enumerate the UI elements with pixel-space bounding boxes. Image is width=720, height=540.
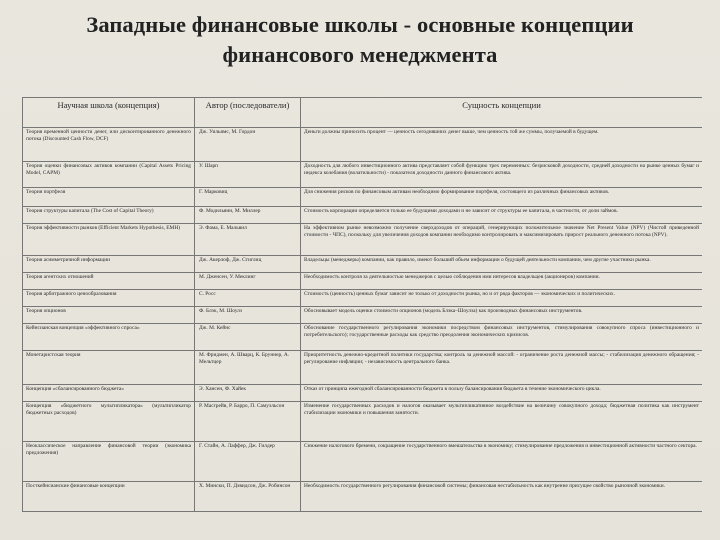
cell-author: Дж. Акерлоф, Дж. Стиглиц <box>195 256 301 273</box>
cell-school: Теория временной ценности денег, или дисконтированного денежного потока (Discounted Cash Flow, DCF) <box>23 128 195 162</box>
cell-author: Дж. М. Кейнс <box>195 324 301 351</box>
cell-author: Ф. Модильяни, М. Миллер <box>195 207 301 224</box>
cell-essence: Изменение государственных расходов и налогов оказывает мультипликативное воздействие на величину совокупного дохода; бюджетная политика как инструмент стабилизации экономики и повышения занятости. <box>301 402 703 442</box>
cell-school: Теория портфеля <box>23 188 195 207</box>
table-row <box>23 290 703 307</box>
cell-author: Дж. Уильямс, М. Гордон <box>195 128 301 162</box>
cell-school: Теория арбитражного ценообразования <box>23 290 195 307</box>
cell-author: Ф. Блэк, М. Шоулз <box>195 307 301 324</box>
concepts-table <box>22 97 702 512</box>
cell-school: Неоклассическое направление финансовой теории (экономика предложения) <box>23 442 195 482</box>
table-row <box>23 307 703 324</box>
cell-author: У. Шарп <box>195 162 301 188</box>
table-row <box>23 224 703 256</box>
cell-essence: Стоимость корпорации определяется только ее будущими доходами и не зависит от структуры ее капитала, в частности, от доли займов. <box>301 207 703 224</box>
cell-essence: Отказ от принципа ежегодной сбалансированности бюджета в пользу балансирования бюджета в течение экономического цикла. <box>301 385 703 402</box>
cell-essence: Для снижения рисков по финансовым активам необходимо формирование портфеля, состоящего из различных финансовых активов. <box>301 188 703 207</box>
cell-school: Посткейнсианские финансовые концепции <box>23 482 195 512</box>
cell-school: Теория опционов <box>23 307 195 324</box>
cell-school: Теория асимметричной информации <box>23 256 195 273</box>
cell-author: Э. Фама, Е. Мальвил <box>195 224 301 256</box>
cell-author: Э. Хансен, Ф. Хайек <box>195 385 301 402</box>
table-row <box>23 162 703 188</box>
cell-author: М. Дженсен, У. Меклинг <box>195 273 301 290</box>
table-row <box>23 128 703 162</box>
table-row <box>23 324 703 351</box>
cell-essence: Доходность для любого инвестиционного актива представляет собой функцию трех переменных: безрисковой доходности, средней доходности на рынке ценных бумаг и индекса колебания (волатильности) - показателя доходности данного финансового актива. <box>301 162 703 188</box>
cell-author: Х. Мински, П. Дэвидсон, Дж. Робинсон <box>195 482 301 512</box>
concepts-table-container <box>22 97 702 537</box>
cell-author: Р. Масгрейв, Р. Барро, П. Самуэльсон <box>195 402 301 442</box>
table-row <box>23 402 703 442</box>
cell-school: Концепция «бюджетного мультипликатора» (мультипликатор бюджетных расходов) <box>23 402 195 442</box>
page-title <box>40 10 680 70</box>
table-row <box>23 385 703 402</box>
header-author: Автор (последователи) <box>195 98 301 128</box>
cell-essence: Необходимость контроля за деятельностью менеджеров с целью соблюдения ими интересов владельцев (акционеров) компании. <box>301 273 703 290</box>
cell-school: Теория эффективности рынков (Efficient Markets Hypothesis, EMH) <box>23 224 195 256</box>
table-row <box>23 273 703 290</box>
header-essence: Сущность концепции <box>301 98 703 128</box>
cell-school: Теория оценки финансовых активов компании (Capital Assets Pricing Model, CAPM) <box>23 162 195 188</box>
table-header-row <box>23 98 703 128</box>
cell-author: Г. Марковиц <box>195 188 301 207</box>
table-row <box>23 442 703 482</box>
table-row <box>23 351 703 385</box>
cell-school: Кейнсианская концепция «эффективного спроса» <box>23 324 195 351</box>
cell-essence: Владельцы (менеджеры) компании, как правило, имеют больший объем информации о будущей деятельности компании, чем другие участники рынка. <box>301 256 703 273</box>
page-title-line-2: финансового менеджмента <box>222 42 498 67</box>
cell-essence: Снижение налогового бремени, сокращение государственного вмешательства в экономику; стимулирование предложения и инвестиционной активности частного сектора. <box>301 442 703 482</box>
table-row <box>23 256 703 273</box>
cell-essence: Обосновывает модель оценки стоимости опционов (модель Блэка–Шоулза) как производных финансовых инструментов. <box>301 307 703 324</box>
cell-essence: Приоритетность денежно-кредитной политики государства; контроль за денежной массой: - ограничение роста денежной массы; - стабилизация денежного обращения; - регулирование инфляции; - независимость центрального банка. <box>301 351 703 385</box>
cell-essence: Деньги должны приносить процент — ценность сегодняшних денег выше, чем ценность той же суммы, получаемой в будущем. <box>301 128 703 162</box>
cell-essence: На эффективном рынке невозможно получение сверхдоходов от операций, генерирующих положительное значение Net Present Value (NPV) (Чистой приведенной стоимости - ЧПС), поскольку для увеличения доходов компании необходимо контролировать и максимизировать прирост реального денежного потока (NPV). <box>301 224 703 256</box>
table-row <box>23 207 703 224</box>
cell-essence: Обоснование государственного регулирования экономики посредством финансовых инструментов, стимулирования совокупного спроса (инвестиционного и потребительского); государственные расходы как средство преодоления экономических кризисов. <box>301 324 703 351</box>
table-row <box>23 482 703 512</box>
cell-school: Теория агентских отношений <box>23 273 195 290</box>
cell-author: М. Фридмен, А. Шварц, К. Бруннер, А. Мельтцер <box>195 351 301 385</box>
header-school: Научная школа (концепция) <box>23 98 195 128</box>
cell-author: Г. Стайн, А. Лаффер, Дж. Гилдер <box>195 442 301 482</box>
cell-author: С. Росс <box>195 290 301 307</box>
table-row <box>23 188 703 207</box>
cell-school: Теория структуры капитала (The Cost of Capital Theory) <box>23 207 195 224</box>
cell-school: Концепция «сбалансированного бюджета» <box>23 385 195 402</box>
cell-essence: Необходимость государственного регулирования финансовой системы; финансовая нестабильность как внутренне присущее свойство рыночной экономики. <box>301 482 703 512</box>
cell-essence: Стоимость (ценность) ценных бумаг зависит не только от доходности рынка, но и от ряда факторов — экономических и политических. <box>301 290 703 307</box>
cell-school: Монетаристская теория <box>23 351 195 385</box>
page-title-line-1: Западные финансовые школы - основные концепции <box>86 12 634 37</box>
